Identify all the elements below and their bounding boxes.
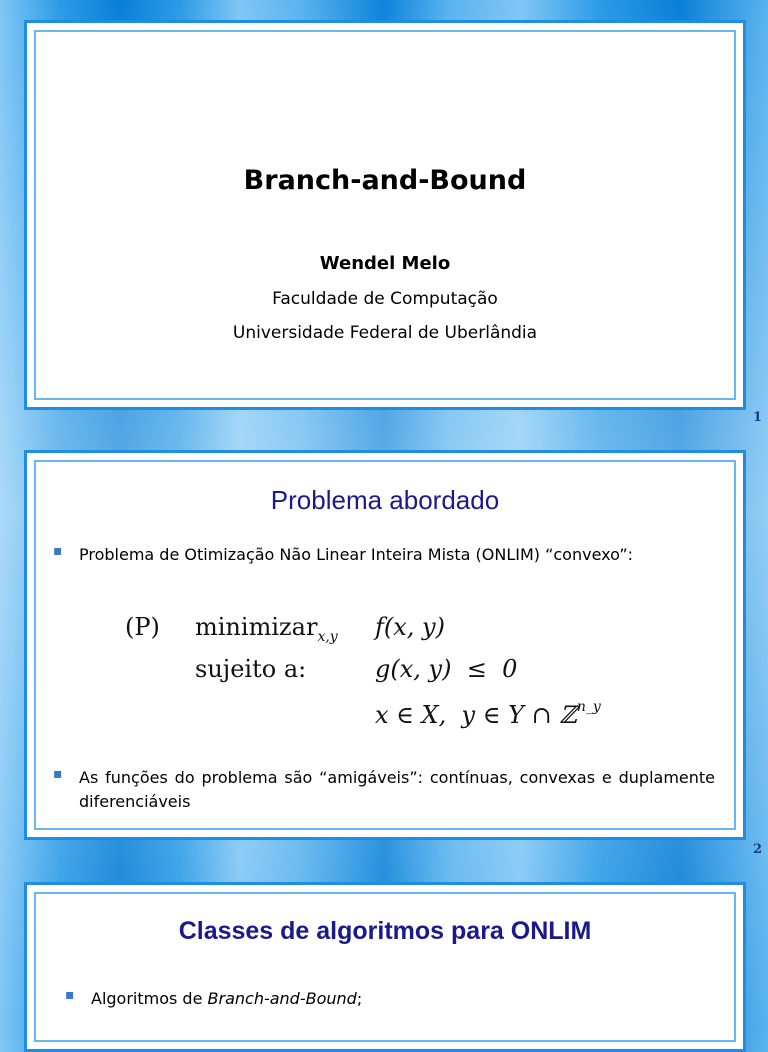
slide-title: Branch-and-Bound (243, 165, 527, 196)
bullet-text-suffix: ; (356, 989, 363, 1008)
bullet-item (65, 987, 715, 1011)
slide-title: Problema abordado (270, 485, 500, 515)
bullet-item (53, 766, 715, 814)
bullet-icon: ▪ (65, 987, 75, 1003)
domain-expression (375, 699, 601, 729)
bullet-text: As funções do problema são “amigáveis”: contínuas, convexas e duplamente diferenciáveis (79, 768, 715, 811)
slide-number: 2 (752, 842, 762, 857)
bullet-item (53, 543, 715, 567)
slide-2 (24, 450, 746, 840)
affiliation-university: Universidade Federal de Uberlândia (232, 323, 538, 343)
affiliation-faculty: Faculdade de Computação (272, 289, 498, 309)
bullet-icon: ▪ (53, 766, 63, 782)
bullet-text (91, 987, 715, 1011)
problem-label: (P) (125, 613, 160, 641)
minimize-subscript: x,y (317, 629, 338, 645)
bullet-text-prefix: Algoritmos de (91, 989, 208, 1008)
subject-to-label: sujeito a: (195, 655, 307, 683)
bullet-icon: ▪ (53, 543, 63, 559)
minimize-word: minimizar (195, 613, 318, 641)
objective-function: f(x, y) (375, 613, 445, 641)
domain-superscript: n_y (576, 699, 601, 715)
slide-1 (24, 20, 746, 410)
slide-3 (24, 882, 746, 1052)
author-name: Wendel Melo (319, 253, 451, 274)
bullet-text: Problema de Otimização Não Linear Inteira Mista (ONLIM) “convexo”: (79, 545, 634, 564)
domain-text: x ∈ X, y ∈ Y ∩ ℤ (375, 701, 577, 729)
bullet-text-italic: Branch-and-Bound (207, 989, 357, 1008)
slide-title: Classes de algoritmos para ONLIM (178, 917, 592, 945)
slide-number: 1 (752, 410, 762, 425)
minimize-label (195, 613, 338, 645)
constraint-expression: g(x, y) ≤ 0 (375, 655, 518, 683)
